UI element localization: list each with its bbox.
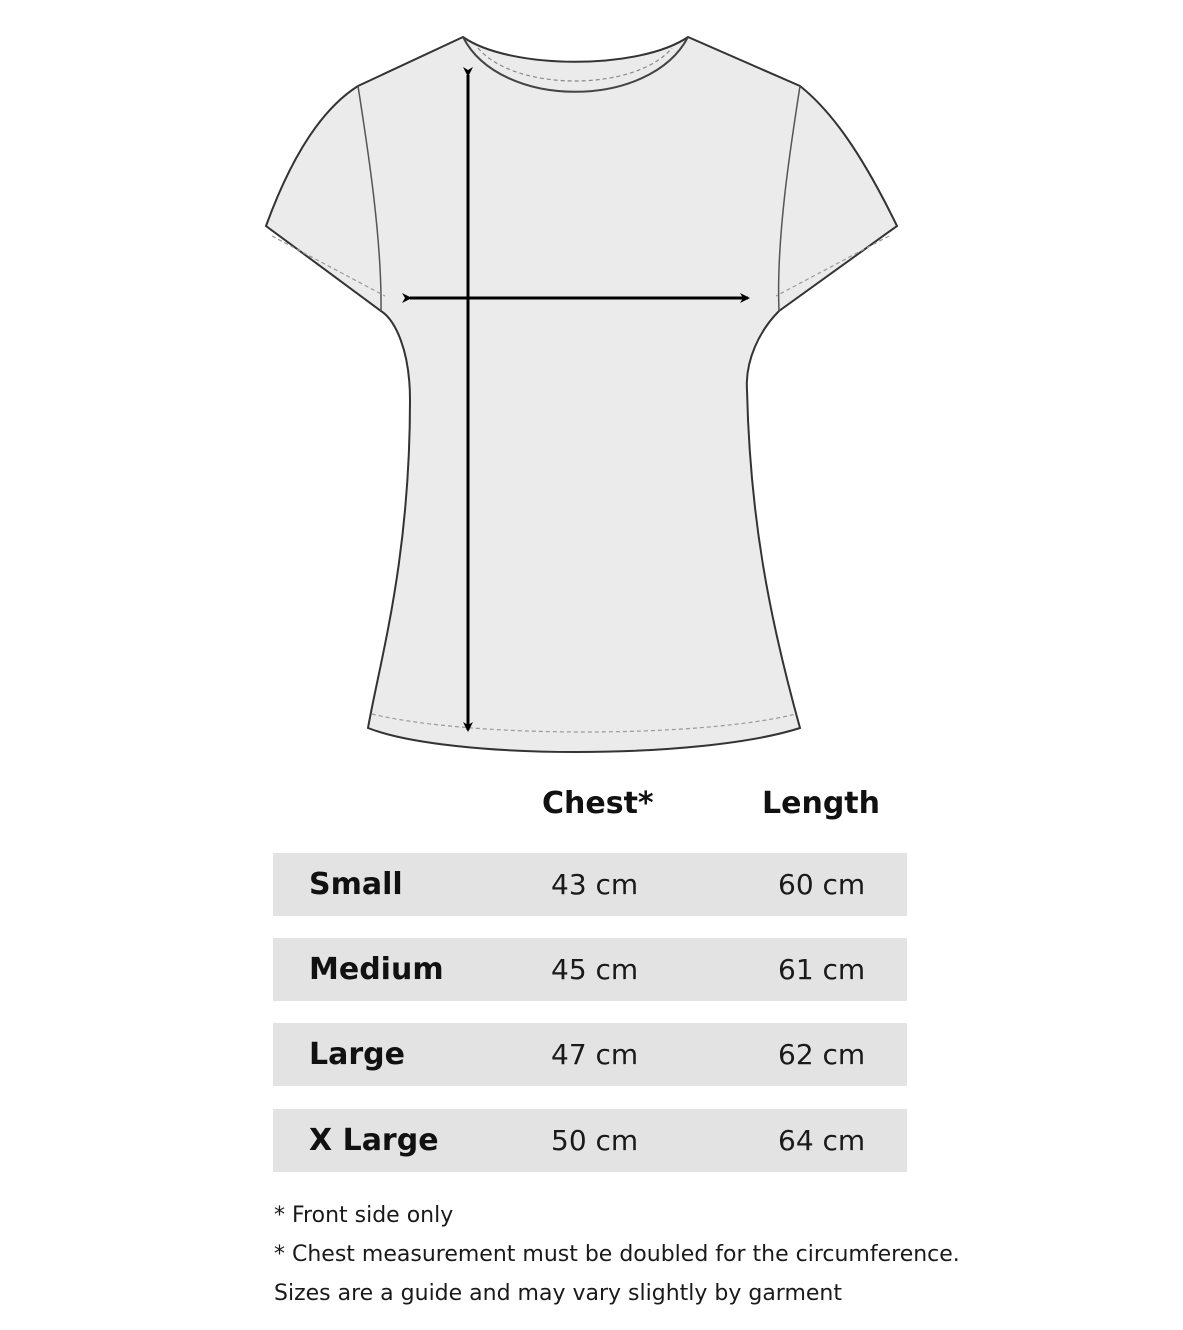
tshirt-icon	[266, 37, 897, 752]
footnote-front-side: * Front side only	[274, 1203, 454, 1228]
length-value: 61 cm	[778, 953, 866, 986]
table-row-small	[273, 853, 907, 916]
chest-value: 47 cm	[551, 1038, 639, 1071]
chest-column-header: Chest*	[542, 786, 654, 821]
length-value: 64 cm	[778, 1124, 866, 1157]
footnotes	[274, 1196, 1154, 1313]
size-label: Small	[309, 867, 403, 902]
length-column-header: Length	[762, 786, 880, 821]
size-label: X Large	[309, 1123, 439, 1158]
footnote-chest-doubled: * Chest measurement must be doubled for the circumference.	[274, 1242, 960, 1267]
size-label: Medium	[309, 952, 444, 987]
chest-value: 50 cm	[551, 1124, 639, 1157]
length-value: 62 cm	[778, 1038, 866, 1071]
table-row-large	[273, 1023, 907, 1086]
footnote-size-guide: Sizes are a guide and may vary slightly by garment	[274, 1281, 843, 1306]
chest-value: 43 cm	[551, 868, 639, 901]
table-row-medium	[273, 938, 907, 1001]
chest-value: 45 cm	[551, 953, 639, 986]
length-value: 60 cm	[778, 868, 866, 901]
table-row-x-large	[273, 1109, 907, 1172]
size-table-header	[0, 782, 1183, 826]
size-label: Large	[309, 1037, 405, 1072]
